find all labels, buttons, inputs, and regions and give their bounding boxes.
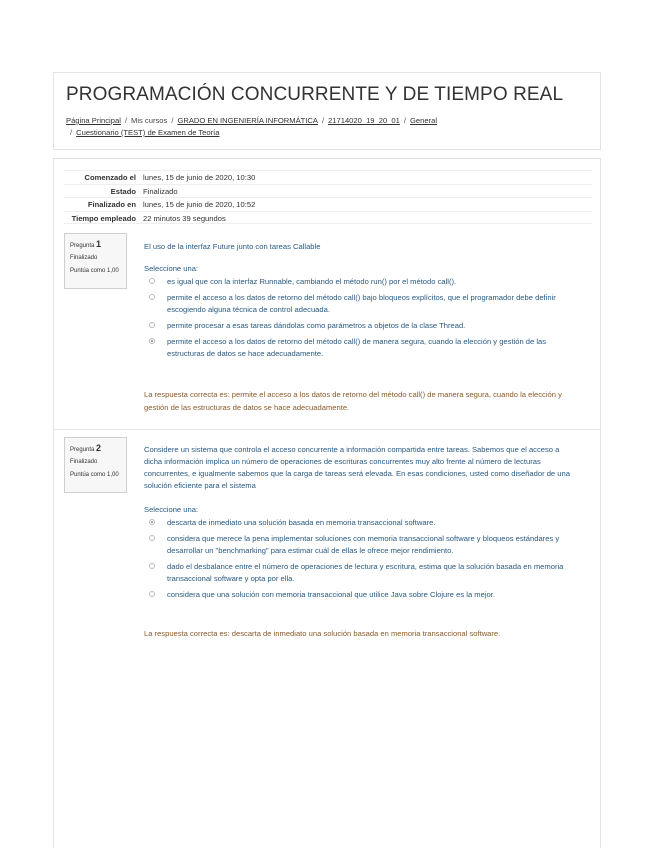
answer-text: es igual que con la interfaz Runnable, cambiando el método run() por el método call(). [167, 277, 457, 286]
summary-label: Estado [110, 186, 136, 196]
summary-row-started [64, 170, 592, 184]
breadcrumb-my-courses: Mis cursos [131, 116, 168, 125]
answer-text: considera que merece la pena implementar soluciones con memoria transaccional software y bloqueos estándares y desarrollar un "benchmarking" para estimar cuál de ellas le ofrece mejor rendimiento. [167, 534, 560, 555]
answer-text: descarta de inmediato una solución basada en memoria transaccional software. [167, 518, 436, 527]
summary-value: Finalizado [143, 186, 178, 196]
correct-answer-feedback-1: La respuesta correcta es: permite el acceso a los datos de retorno del método call() de manera segura, cuando la elección y gestión de las estructuras de datos se hace adecuadamente. [144, 390, 562, 412]
answer-text: dado el desbalance entre el número de operaciones de lectura y escritura, estima que la solución basada en memoria transaccional software y opta por ella. [167, 562, 564, 583]
quiz-review-card [53, 158, 601, 848]
question-text: El uso de la interfaz Future junto con tareas Callable [144, 242, 321, 251]
answer-option[interactable] [144, 276, 578, 288]
breadcrumb-course-link[interactable]: 21714020_19_20_01 [328, 116, 400, 125]
breadcrumb-quiz-link[interactable]: Cuestionario (TEST) de Examen de Teoría [76, 128, 220, 137]
summary-value: lunes, 15 de junio de 2020, 10:52 [143, 200, 256, 209]
question-body-2 [144, 444, 578, 605]
answer-option[interactable] [144, 292, 578, 316]
question-label: Pregunta [70, 243, 95, 249]
answer-prompt: Seleccione una: [144, 264, 199, 273]
question-number: 1 [96, 239, 102, 249]
breadcrumb-degree-link[interactable]: GRADO EN INGENIERÍA INFORMÁTICA [177, 116, 318, 125]
correct-answer-feedback-2: La respuesta correcta es: descarta de inmediato una solución basada en memoria transaccional software. [144, 629, 501, 638]
question-text: Considere un sistema que controla el acceso concurrente a información compartida entre tareas. Sabemos que el acceso a dicha información implica un número de operaciones de escrituras concurrentes muy alto frente al número de lecturas concurrentes, e igualmente sabemos que la carga de tareas será elevada. En esas condiciones, usted como diseñador de una solución eficiente para el sistema [144, 445, 570, 490]
summary-label: Finalizado en [87, 200, 136, 209]
radio-button[interactable] [149, 563, 155, 569]
answer-text: permite procesar a esas tareas dándolas como parámetros a objetos de la clase Thread. [167, 321, 466, 330]
radio-button-checked[interactable] [149, 519, 155, 525]
breadcrumb-separator: / [321, 116, 325, 125]
summary-row-state [64, 184, 592, 198]
breadcrumb-general-link[interactable]: General [409, 116, 438, 125]
question-body-1 [144, 241, 578, 364]
answer-list [144, 276, 578, 360]
summary-row-finished [64, 197, 592, 211]
answer-option[interactable] [144, 320, 578, 332]
radio-button-checked[interactable] [149, 338, 155, 344]
radio-button[interactable] [149, 294, 155, 300]
breadcrumb-separator: / [70, 128, 73, 137]
radio-button[interactable] [149, 535, 155, 541]
breadcrumb-home-link[interactable]: Página Principal [66, 116, 121, 125]
breadcrumb-separator: / [171, 116, 174, 125]
summary-label: Comenzado el [84, 173, 136, 182]
question-number: 2 [96, 443, 102, 453]
answer-text: permite el acceso a los datos de retorno del método call() bajo bloqueos explícitos, que el programador debe definir escogiendo alguna técnica de control adecuada. [167, 293, 556, 314]
radio-button[interactable] [149, 278, 155, 284]
question-grade: Puntúa como 1,00 [70, 472, 119, 478]
summary-value: 22 minutos 39 segundos [143, 213, 226, 223]
answer-prompt: Seleccione una: [144, 505, 199, 514]
question-info-2 [64, 437, 127, 493]
radio-button[interactable] [149, 591, 155, 597]
answer-text: permite el acceso a los datos de retorno del método call() de manera segura, cuando la elección y gestión de las estructuras de datos se hace adecuadamente. [167, 337, 547, 358]
breadcrumb [66, 115, 586, 139]
course-header [53, 72, 601, 150]
answer-option[interactable] [144, 589, 578, 601]
answer-list [144, 517, 578, 601]
breadcrumb-separator: / [403, 116, 406, 125]
summary-value: lunes, 15 de junio de 2020, 10:30 [143, 173, 256, 182]
answer-option[interactable] [144, 561, 578, 585]
answer-text: considera que una solución con memoria transaccional que utilice Java sobre Clojure es la mejor. [167, 590, 495, 599]
question-state: Finalizado [70, 255, 98, 261]
question-state: Finalizado [70, 459, 98, 465]
question-grade: Puntúa como 1,00 [70, 268, 119, 274]
attempt-summary-table [64, 170, 592, 224]
radio-button[interactable] [149, 322, 155, 328]
summary-label: Tiempo empleado [71, 213, 136, 223]
question-label: Pregunta [70, 447, 95, 453]
summary-row-time-taken [64, 211, 592, 225]
question-divider [54, 429, 600, 430]
answer-option-selected[interactable] [144, 517, 578, 529]
page-title: PROGRAMACIÓN CONCURRENTE Y DE TIEMPO REAL [66, 84, 564, 105]
breadcrumb-separator: / [124, 116, 128, 125]
question-info-1 [64, 233, 127, 289]
answer-option[interactable] [144, 533, 578, 557]
answer-option-selected[interactable] [144, 336, 578, 360]
